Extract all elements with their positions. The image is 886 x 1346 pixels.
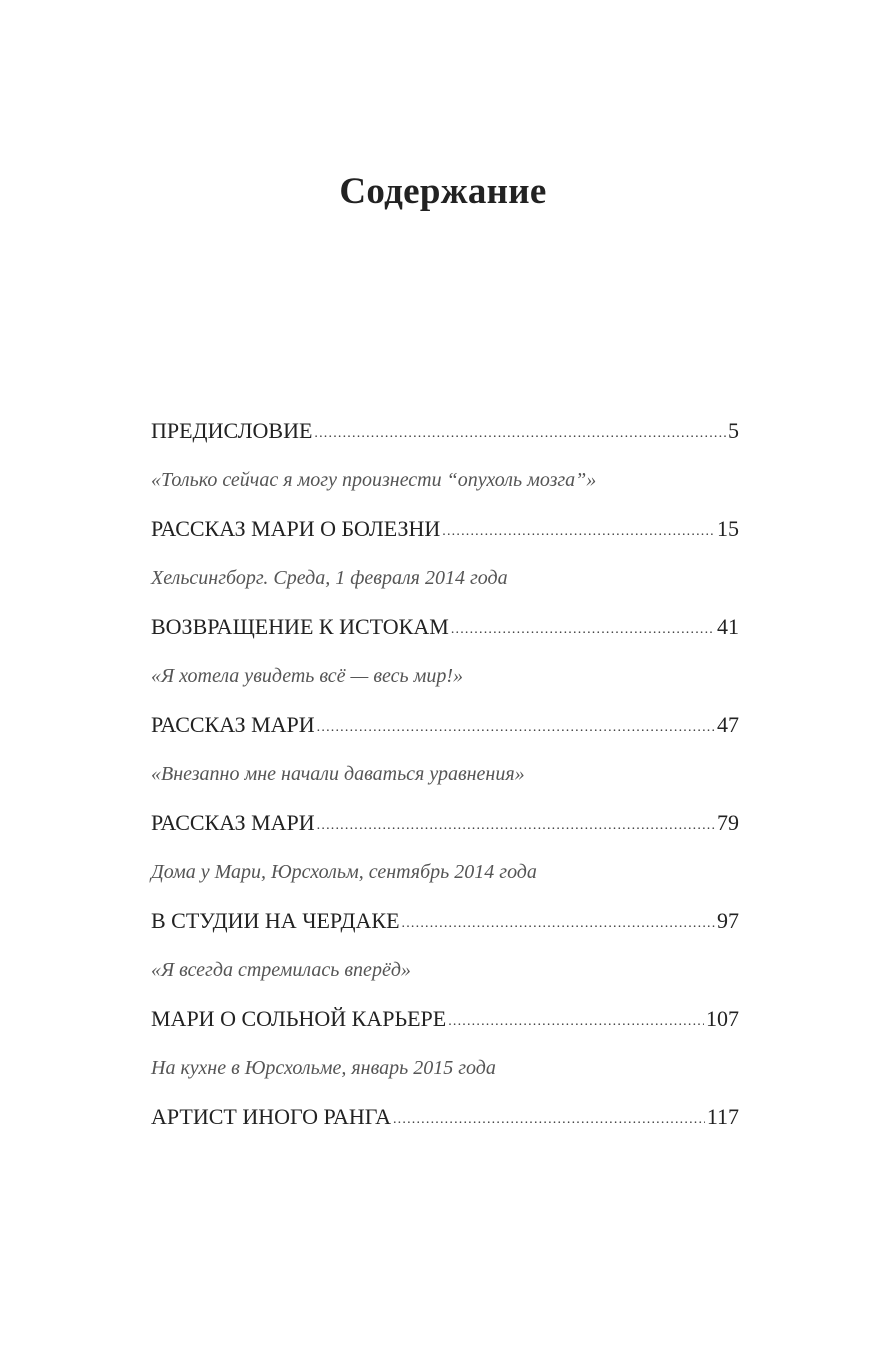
dot-leader <box>314 413 726 455</box>
toc-entry-label: ПРЕДИСЛОВИЕ <box>151 418 313 443</box>
page-title: Содержание <box>339 171 547 212</box>
toc-entry[interactable] <box>151 704 739 746</box>
toc-page-number: 15 <box>717 516 739 541</box>
toc-page-number: 47 <box>717 712 739 737</box>
toc-subtitle: Хельсингборг. Среда, 1 февраля 2014 года <box>151 567 508 589</box>
dot-leader <box>448 1001 704 1043</box>
toc-subtitle: «Я всегда стремилась вперёд» <box>151 959 411 981</box>
toc-entry[interactable] <box>151 802 739 844</box>
toc-entry[interactable] <box>151 410 739 452</box>
toc-page-number: 117 <box>706 1104 739 1129</box>
dot-leader <box>451 609 715 651</box>
dot-leader <box>402 903 715 945</box>
dot-leader <box>442 511 715 553</box>
toc-entry-label: РАССКАЗ МАРИ <box>151 810 315 835</box>
toc-entry-label: ВОЗВРАЩЕНИЕ К ИСТОКАМ <box>151 614 449 639</box>
dot-leader <box>393 1099 705 1141</box>
toc-entry[interactable] <box>151 508 739 550</box>
toc-entry[interactable] <box>151 900 739 942</box>
toc-page-number: 79 <box>717 810 739 835</box>
dot-leader <box>317 805 715 847</box>
table-of-contents <box>151 410 739 1138</box>
toc-entry[interactable] <box>151 1096 739 1138</box>
toc-subtitle: «Я хотела увидеть всё — весь мир!» <box>151 665 464 687</box>
toc-subtitle: Дома у Мари, Юрсхольм, сентябрь 2014 года <box>151 861 537 883</box>
toc-entry[interactable] <box>151 606 739 648</box>
toc-page-number: 41 <box>717 614 739 639</box>
toc-entry-label: РАССКАЗ МАРИ О БОЛЕЗНИ <box>151 516 441 541</box>
toc-page-number: 97 <box>717 908 739 933</box>
toc-subtitle: «Только сейчас я могу произнести “опухоль мозга”» <box>151 469 597 491</box>
toc-page-number: 5 <box>728 418 739 443</box>
dot-leader <box>317 707 715 749</box>
toc-entry[interactable] <box>151 998 739 1040</box>
toc-subtitle: На кухне в Юрсхольме, январь 2015 года <box>151 1057 496 1079</box>
toc-entry-label: АРТИСТ ИНОГО РАНГА <box>151 1104 391 1129</box>
toc-entry-label: МАРИ О СОЛЬНОЙ КАРЬЕРЕ <box>151 1006 447 1031</box>
toc-entry-label: РАССКАЗ МАРИ <box>151 712 315 737</box>
toc-page-number: 107 <box>706 1006 739 1031</box>
toc-subtitle: «Внезапно мне начали даваться уравнения» <box>151 763 525 785</box>
toc-entry-label: В СТУДИИ НА ЧЕРДАКЕ <box>151 908 400 933</box>
